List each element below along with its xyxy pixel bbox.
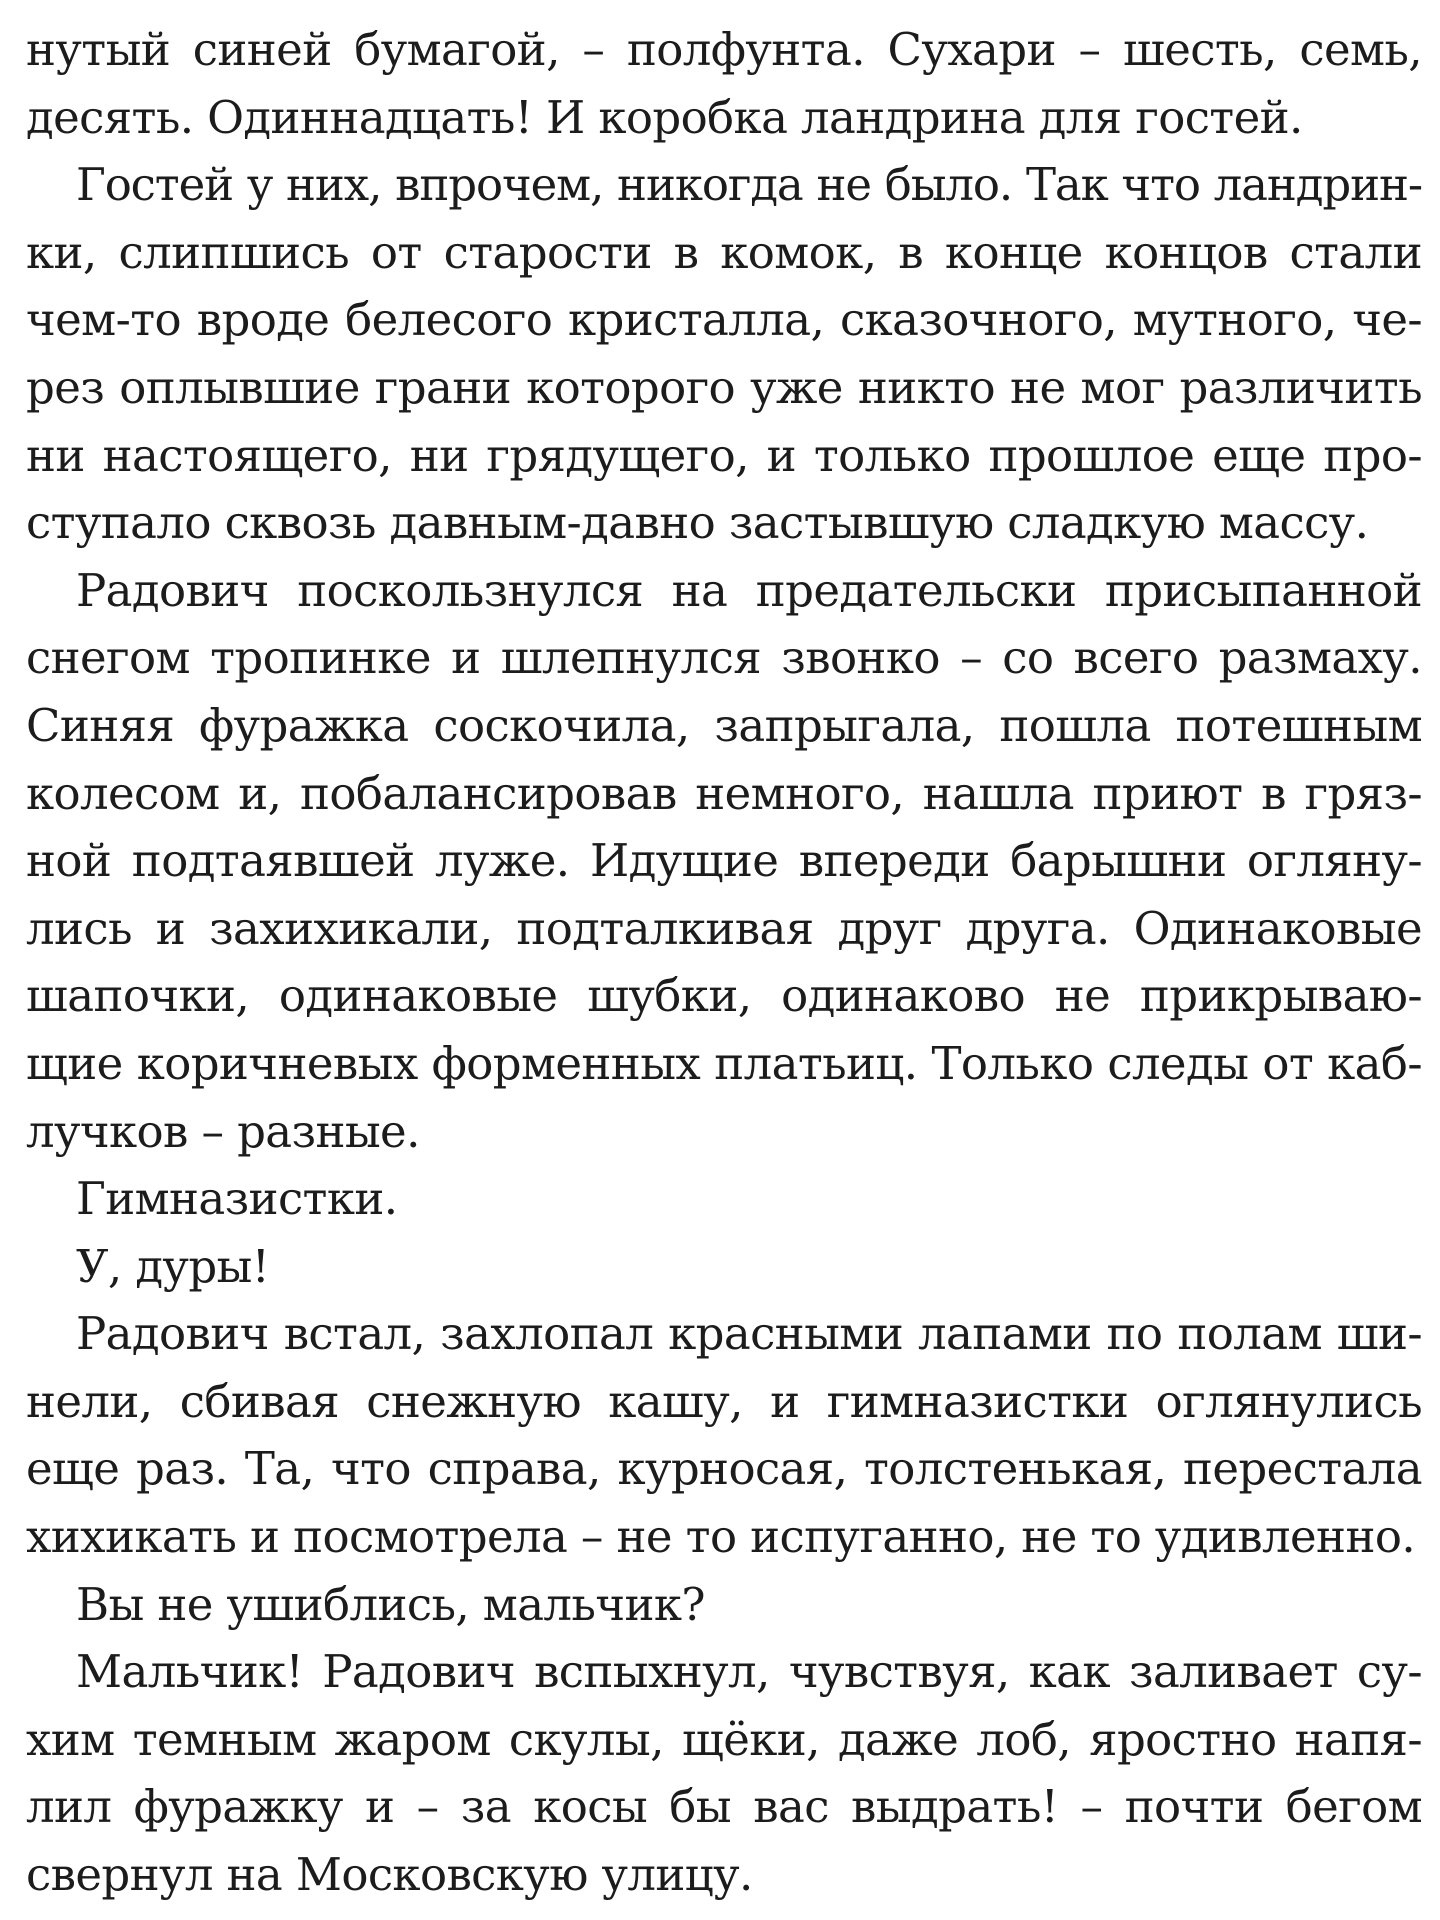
text-line: ки, слипшись от старости в комок, в конце концов стали: [26, 225, 1422, 279]
text-line: еще раз. Та, что справа, курносая, толстенькая, перестала: [26, 1442, 1422, 1496]
text-line: щие коричневых форменных платьиц. Только следы от каб-: [26, 1036, 1422, 1090]
text-line: У, дуры!: [76, 1239, 270, 1293]
text-line: ной подтаявшей луже. Идущие впереди барышни огляну-: [26, 834, 1422, 888]
text-line: Синяя фуражка соскочила, запрыгала, пошла потешным: [26, 698, 1422, 752]
text-line: рез оплывшие грани которого уже никто не мог различить: [26, 360, 1422, 414]
book-page: [26, 16, 1422, 1909]
text-line: Гимназистки.: [76, 1172, 398, 1226]
text-line: лил фуражку и – за косы бы вас выдрать! – почти бегом: [26, 1780, 1422, 1834]
text-line: снегом тропинке и шлепнулся звонко – со всего размаху.: [26, 631, 1422, 685]
text-line: Радович поскользнулся на предательски присыпанной: [76, 563, 1422, 617]
text-line: Радович встал, захлопал красными лапами по полам ши-: [76, 1307, 1422, 1361]
text-line: Гостей у них, впрочем, никогда не было. Так что ландрин-: [76, 158, 1422, 212]
text-line: Мальчик! Радович вспыхнул, чувствуя, как заливает су-: [76, 1645, 1422, 1699]
text-line: десять. Одиннадцать! И коробка ландрина для гостей.: [26, 90, 1303, 144]
text-line: ни настоящего, ни грядущего, и только прошлое еще про-: [26, 428, 1422, 482]
text-line: ступало сквозь давным-давно застывшую сладкую массу.: [26, 496, 1369, 550]
text-line: хим темным жаром скулы, щёки, даже лоб, яростно напя-: [26, 1712, 1422, 1766]
text-line: лучков – разные.: [26, 1104, 420, 1158]
text-line: свернул на Московскую улицу.: [26, 1848, 753, 1902]
text-line: Вы не ушиблись, мальчик?: [76, 1577, 705, 1631]
text-line: хихикать и посмотрела – не то испуганно, не то удивленно.: [26, 1510, 1416, 1564]
text-line: колесом и, побалансировав немного, нашла приют в гряз-: [26, 766, 1422, 820]
text-line: лись и захихикали, подталкивая друг друга. Одинаковые: [26, 901, 1422, 955]
text-line: нели, сбивая снежную кашу, и гимназистки оглянулись: [26, 1374, 1422, 1428]
text-line: шапочки, одинаковые шубки, одинаково не прикрываю-: [26, 969, 1422, 1023]
text-line: нутый синей бумагой, – полфунта. Сухари – шесть, семь,: [26, 23, 1422, 76]
text-line: чем-то вроде белесого кристалла, сказочного, мутного, че-: [26, 293, 1422, 347]
